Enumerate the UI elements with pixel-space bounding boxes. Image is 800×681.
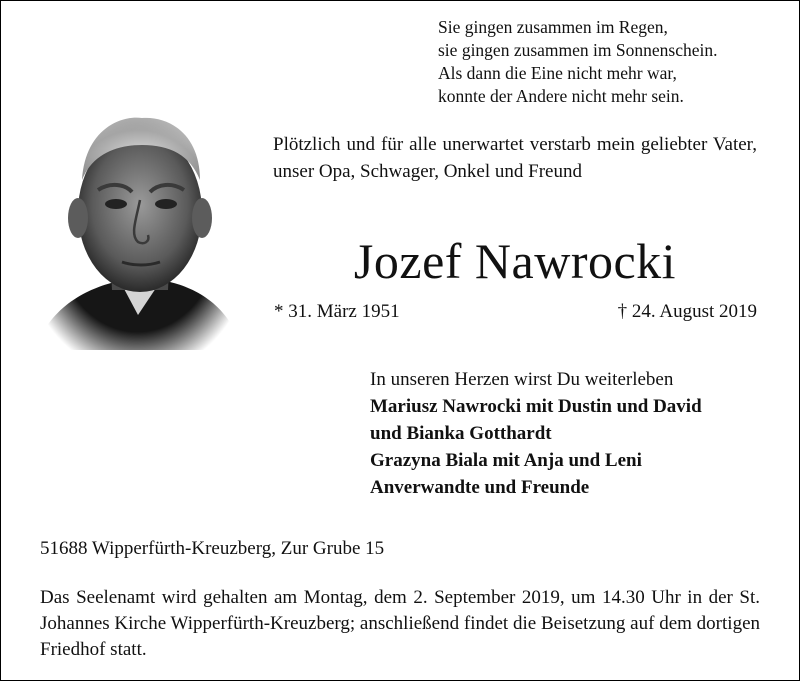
mourners-lead-text: In unseren Herzen wirst Du weiterleben [370, 369, 674, 390]
poem-line: Sie gingen zusammen im Regen, [438, 17, 668, 37]
mourners-block [370, 366, 770, 501]
deceased-name: Jozef Nawrocki [353, 233, 677, 289]
death-announcement-text: Plötzlich und für alle unerwartet verstarb mein geliebter Vater, unser Opa, Schwager, Onkel und Freund [273, 134, 757, 182]
poem-line: Als dann die Eine nicht mehr war, [438, 63, 677, 83]
poem-line: sie gingen zusammen im Sonnenschein. [438, 40, 718, 60]
mourner-line: Mariusz Nawrocki mit Dustin und David [370, 396, 702, 417]
portrait-photo [30, 100, 245, 362]
mourner-line: Grazyna Biala mit Anja und Leni [370, 450, 642, 471]
funeral-service-info: Das Seelenamt wird gehalten am Montag, dem 2. September 2019, um 14.30 Uhr in der St. Johannes Kirche Wipperfürth-Kreuzberg; anschließend findet die Beisetzung auf dem dortigen Friedhof statt. [40, 587, 760, 660]
family-address: 51688 Wipperfürth-Kreuzberg, Zur Grube 15 [40, 538, 385, 559]
death-date: † 24. August 2019 [617, 301, 757, 322]
birth-date: * 31. März 1951 [274, 301, 400, 322]
mourner-line: Anverwandte und Freunde [370, 477, 590, 498]
poem-line: konnte der Andere nicht mehr sein. [438, 86, 684, 106]
memorial-poem [438, 16, 778, 108]
mourner-line: und Bianka Gotthardt [370, 423, 552, 444]
